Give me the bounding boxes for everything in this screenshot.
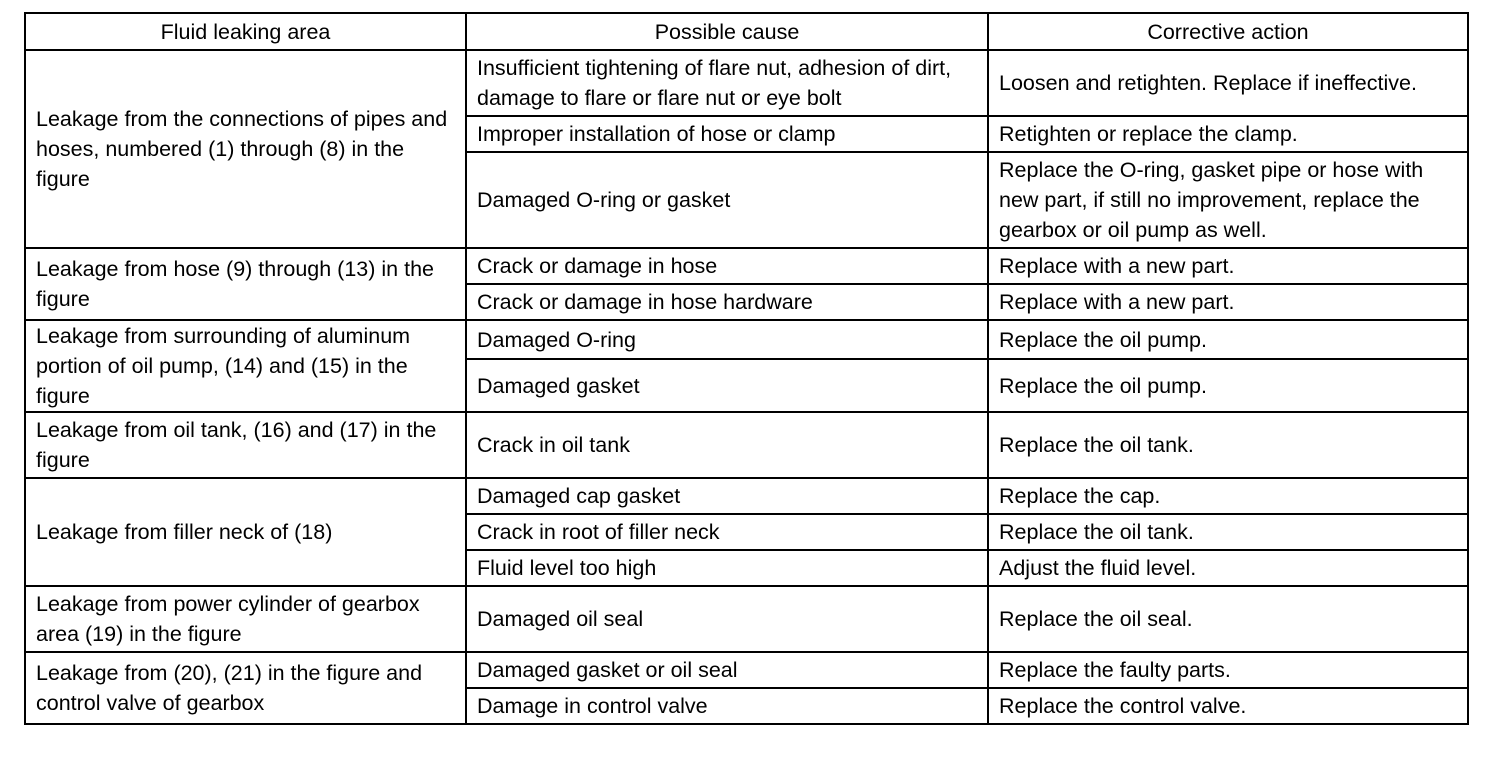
action-cell: Replace the oil pump. xyxy=(988,320,1468,359)
table-row xyxy=(25,652,1468,688)
action-cell: Replace the O-ring, gasket pipe or hose with new part, if still no improvement, replace the gearbox or oil pump as well. xyxy=(988,152,1468,248)
cause-cell: Crack or damage in hose xyxy=(466,248,988,284)
leak-area-cell: Leakage from oil tank, (16) and (17) in the figure xyxy=(25,412,466,478)
action-cell: Retighten or replace the clamp. xyxy=(988,116,1468,152)
header-fluid-leaking-area: Fluid leaking area xyxy=(25,13,466,50)
action-cell: Loosen and retighten. Replace if ineffective. xyxy=(988,50,1468,116)
action-cell: Replace the oil pump. xyxy=(988,359,1468,412)
table-row xyxy=(25,412,1468,478)
table-row xyxy=(25,586,1468,652)
cause-cell: Damaged gasket xyxy=(466,359,988,412)
header-corrective-action: Corrective action xyxy=(988,13,1468,50)
action-cell: Replace the oil tank. xyxy=(988,514,1468,550)
action-cell: Replace the control valve. xyxy=(988,688,1468,724)
table-row xyxy=(25,478,1468,514)
table-row xyxy=(25,320,1468,359)
leak-area-cell: Leakage from filler neck of (18) xyxy=(25,478,466,586)
cause-cell: Fluid level too high xyxy=(466,550,988,586)
leak-area-cell: Leakage from surrounding of aluminum portion of oil pump, (14) and (15) in the figure xyxy=(25,320,466,412)
leak-area-cell: Leakage from the connections of pipes and hoses, numbered (1) through (8) in the figure xyxy=(25,50,466,248)
cause-cell: Damaged gasket or oil seal xyxy=(466,652,988,688)
table-row xyxy=(25,248,1468,284)
cause-cell: Damaged cap gasket xyxy=(466,478,988,514)
leak-area-cell: Leakage from power cylinder of gearbox area (19) in the figure xyxy=(25,586,466,652)
action-cell: Replace the oil seal. xyxy=(988,586,1468,652)
action-cell: Adjust the fluid level. xyxy=(988,550,1468,586)
leak-area-cell: Leakage from (20), (21) in the figure and control valve of gearbox xyxy=(25,652,466,724)
leak-area-cell: Leakage from hose (9) through (13) in the figure xyxy=(25,248,466,320)
cause-cell: Crack or damage in hose hardware xyxy=(466,284,988,320)
cause-cell: Improper installation of hose or clamp xyxy=(466,116,988,152)
action-cell: Replace with a new part. xyxy=(988,284,1468,320)
cause-cell: Crack in oil tank xyxy=(466,412,988,478)
action-cell: Replace with a new part. xyxy=(988,248,1468,284)
cause-cell: Damaged oil seal xyxy=(466,586,988,652)
cause-cell: Damaged O-ring or gasket xyxy=(466,152,988,248)
cause-cell: Damage in control valve xyxy=(466,688,988,724)
fluid-leak-table xyxy=(24,12,1469,725)
cause-cell: Insufficient tightening of flare nut, adhesion of dirt, damage to flare or flare nut or eye bolt xyxy=(466,50,988,116)
table-row xyxy=(25,50,1468,116)
action-cell: Replace the oil tank. xyxy=(988,412,1468,478)
header-row xyxy=(25,13,1468,50)
action-cell: Replace the cap. xyxy=(988,478,1468,514)
action-cell: Replace the faulty parts. xyxy=(988,652,1468,688)
header-possible-cause: Possible cause xyxy=(466,13,988,50)
cause-cell: Damaged O-ring xyxy=(466,320,988,359)
cause-cell: Crack in root of filler neck xyxy=(466,514,988,550)
